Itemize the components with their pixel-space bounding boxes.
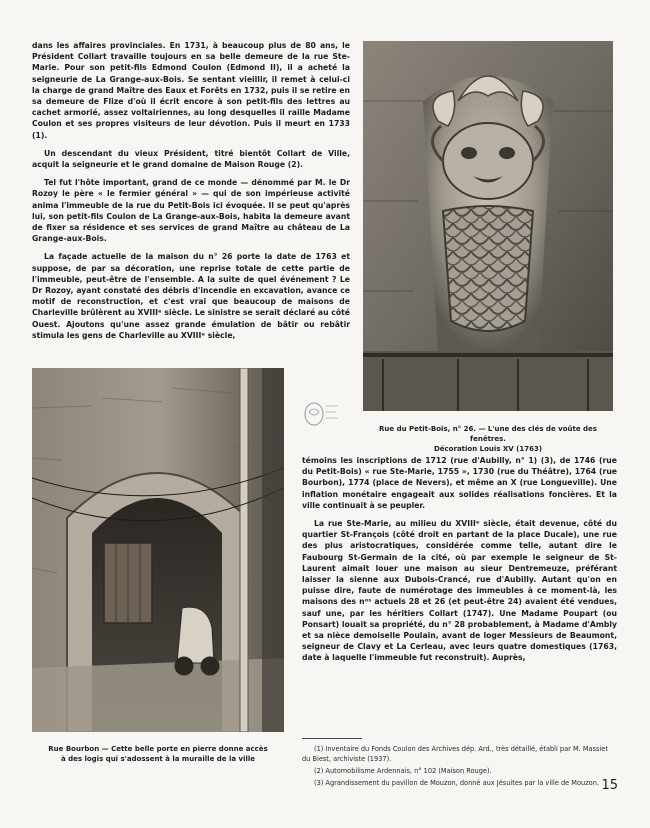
photo-caption-carving [363,424,613,454]
paragraph: Un descendant du vieux Président, titré bientôt Collart de Ville, acquit la seigneurie et le grand domaine de Maison Rouge (2). [32,148,350,170]
keystone-carving-illustration [363,41,613,411]
photo-caption-doorway [32,744,284,764]
footnote-divider [302,738,362,739]
caption-line: Rue du Petit-Bois, n° 26. — L'une des clés de voûte des fenêtres. [379,425,597,443]
caption-line: Rue Bourbon — Cette belle porte en pierre donne accès [48,745,268,753]
paragraph: La rue Ste-Marie, au milieu du XVIIIᵉ siècle, était devenue, côté du quartier St-François (côté droit en partant de la place Ducale), une rue des plus aristocratiques, considérée comme telle, autant dire le Faubourg St-Germain de la cité, où par exemple le seigneur de St-Laurent aimait louer une maison au sieur Dentremeuze, préférant laisser la sienne aux Dubois-Crancé, rue d'Aubilly. Autant qu'on en puisse dire, faute de numérotage des immeubles à ce moment-là, les maisons des nᵒˢ actuels 28 et 26 (et peut-être 24) avaient été vendues, sauf une, par les héritiers Collart (1747). Une Madame Poupart (ou Ponsart) louait sa propriété, du n° 28 probablement, à Madame d'Ambly et sa nièce demoiselle Poulain, avant de loger Messieurs de Beaumont, seigneur de Clavy et La Cerleau, avec leurs quatre domestiques (1763, date à laquelle l'immeuble fut reconstruit). Auprès, [302,519,617,663]
paragraph: Tel fut l'hôte important, grand de ce monde — dénommé par M. le Dr Rozoy le père « le fermier général » — qui de son impérieuse activité anima l'immeuble de la rue du Petit-Bois ici évoquée. Il se peut qu'après lui, son petit-fils Coulon de La Grange-aux-Bois, habita la demeure avant de fixer sa résidence et ses services de grand Maître au château de La Grange-aux-Bois. [32,178,350,244]
paragraph: dans les affaires provinciales. En 1731, à beaucoup plus de 80 ans, le Président Collart travaille toujours en sa belle demeure de la rue Ste-Marie. Pour son petit-fils Edmond Coulon (Edmond II), il a acheté la seigneurie de La Grange-aux-Bois. Se sentant vieillir, il remet à celui-ci la charge de grand Maître des Eaux et Forêts en 1732, puis il se retire en sa demeure de Flize d'où il écrit encore à son petit-fils des lettres au cachet armorié, assez voltairiennes, au long desquelles il raille Madame Coulon et ses propres visiteurs de leur dévotion. Puis il meurt en 1733 (1). [32,41,350,140]
photo-keystone-carving [363,41,613,411]
stamp-mark [302,400,342,430]
footnotes [302,738,617,790]
library-stamp [302,400,342,430]
stone-doorway-illustration [32,368,284,732]
footnote: (1) Inventaire du Fonds Coulon des Archives dép. Ard., très détaillé, établi par M. Massiet du Biest, archiviste (1937). [302,745,608,763]
footnote: (2) Automobilisme Ardennais, n° 102 (Maison Rouge). [314,767,492,775]
caption-line: Décoration Louis XV (1763) [433,445,543,453]
page-number: 15 [601,778,618,793]
caption-line: à des logis qui s'adossent à la muraille de la ville [60,755,256,763]
photo-stone-doorway [32,368,284,732]
article-text-top [32,40,350,348]
footnote: (3) Agrandissement du pavillon de Mouzon, donné aux Jésuites par la ville de Mouzon. [314,779,599,787]
paragraph: témoins les inscriptions de 1712 (rue d'Aubilly, n° 1) (3), de 1746 (rue du Petit-Bois) « rue Ste-Marie, 1755 », 1730 (rue du Théâtre), 1764 (rue Bourbon), 1774 (place de Nevers), et même an X (rue Longueville). Une inflation monétaire engageait aux solides réalisations foncières. Et la ville continuait à se peupler. [302,456,617,510]
article-text-bottom [302,455,617,671]
paragraph: La façade actuelle de la maison du n° 26 porte la date de 1763 et suppose, de par sa décoration, une reprise totale de cette partie de l'immeuble, peut-être de l'ensemble. A la suite de quel événement ? Le Dr Rozoy, ayant constaté des débris d'incendie en excavation, avance ce motif de reconstruction, et c'est vrai que beaucoup de maisons de Charleville brûlèrent au XVIIIᵉ siècle. Le sinistre se serait déclaré au côté Ouest. Ajoutons qu'une assez grande émulation de bâtir ou rebâtir stimula les gens de Charleville au XVIIIᵉ siècle, [32,252,350,340]
